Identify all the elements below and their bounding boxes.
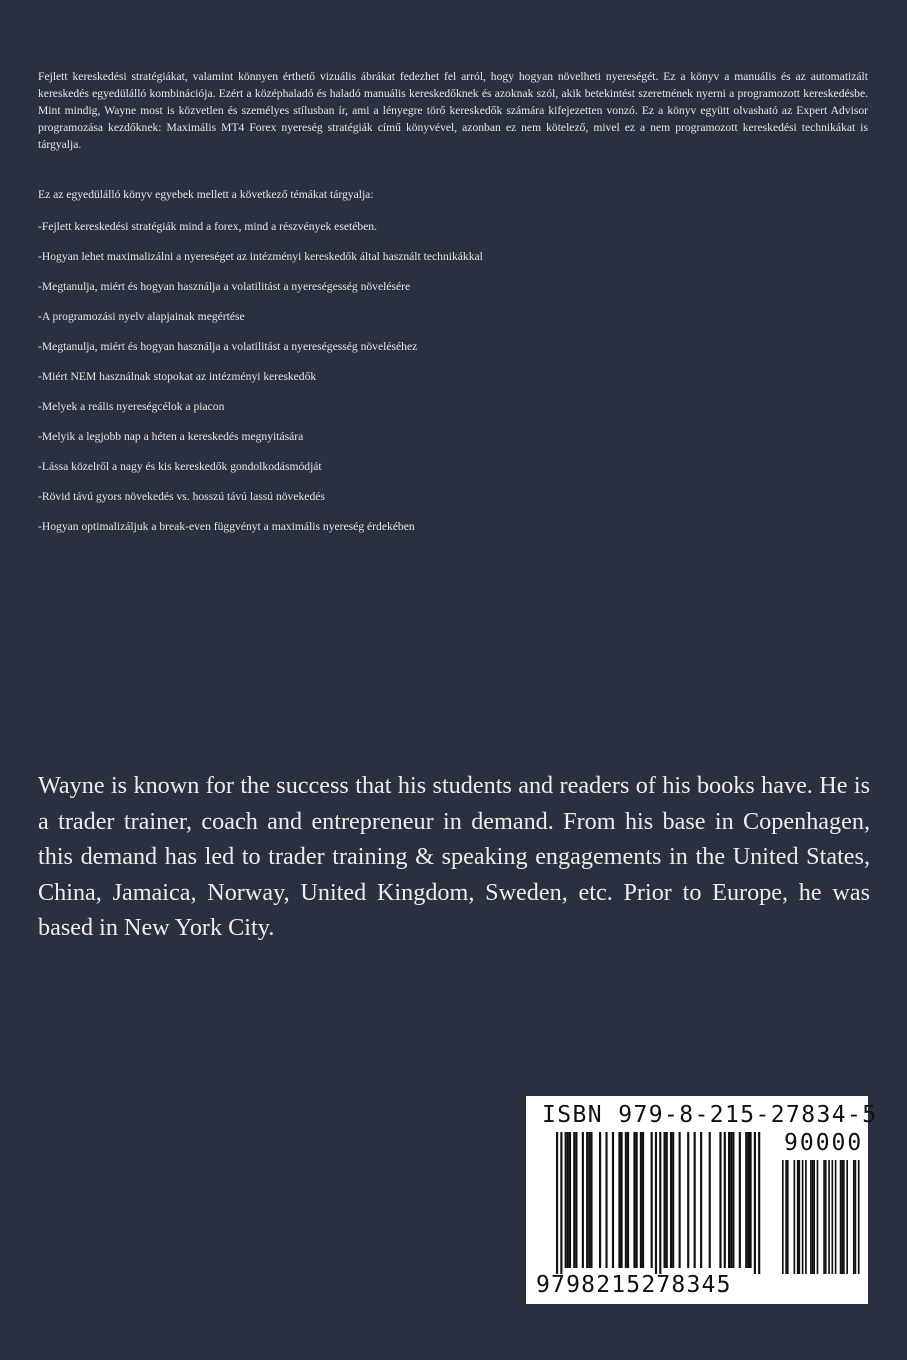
- topics-lead: Ez az egyedülálló könyv egyebek mellett a következő témákat tárgyalja:: [38, 188, 374, 201]
- addon-bar: [853, 1160, 855, 1274]
- topic-item: -Melyek a reális nyereségcélok a piacon: [38, 400, 225, 413]
- ean-bar: [758, 1132, 760, 1274]
- addon-digits: 90000: [784, 1130, 864, 1156]
- ean-bar: [694, 1132, 696, 1268]
- topic-item: -Miért NEM használnak stopokat az intézményi kereskedők: [38, 370, 317, 383]
- addon-bar: [858, 1160, 860, 1274]
- ean-bar: [719, 1132, 721, 1268]
- topic-item: -Melyik a legjobb nap a héten a kereskedés megnyitására: [38, 430, 304, 443]
- addon-bar: [855, 1160, 857, 1274]
- addon-bar: [843, 1160, 845, 1274]
- addon-bar: [823, 1160, 825, 1274]
- ean-bar: [569, 1132, 571, 1268]
- topic-item: -Rövid távú gyors növekedés vs. hosszú távú lassú növekedés: [38, 490, 325, 503]
- addon-bar: [812, 1160, 814, 1274]
- ean-bar: [754, 1132, 756, 1274]
- ean-bar: [560, 1132, 562, 1274]
- topic-item: -Megtanulja, miért és hogyan használja a volatilitást a nyereségesség növeléséhez: [38, 340, 418, 353]
- topic-item: -Fejlett kereskedési stratégiák mind a forex, mind a részvények esetében.: [38, 220, 377, 233]
- ean-bar: [664, 1132, 666, 1268]
- ean-bar: [556, 1132, 558, 1274]
- topic-item: -Megtanulja, miért és hogyan használja a volatilitást a nyereségesség növelésére: [38, 280, 411, 293]
- ean-bar: [599, 1132, 601, 1268]
- ean-bar: [709, 1132, 711, 1268]
- addon-bar: [846, 1160, 848, 1274]
- addon-bar: [832, 1160, 834, 1274]
- ean-bar: [724, 1132, 726, 1268]
- addon-bar: [794, 1160, 796, 1274]
- isbn-barcode-box: [526, 1096, 878, 1304]
- addon-bar: [802, 1160, 804, 1274]
- ean-bar: [651, 1132, 653, 1268]
- topic-item: -Lássa közelről a nagy és kis kereskedők gondolkodásmódját: [38, 460, 322, 473]
- ean-bar: [575, 1132, 577, 1268]
- addon-bar: [785, 1160, 787, 1274]
- ean-bar: [659, 1132, 661, 1274]
- addon-bar: [813, 1160, 815, 1274]
- ean-bar: [618, 1132, 620, 1268]
- ean-bar: [565, 1132, 567, 1268]
- intro-paragraph: Fejlett kereskedési stratégiákat, valamint könnyen érthető vizuális ábrákat fedezhet fel arról, hogy hogyan növelheti nyereségét. Ez a könyv a manuális és az automatizált kereskedés egyedülálló kombinációja. Ezért a középhaladó és haladó manuális kereskedőknek és azoknak szól, akik betekintést szeretnének nyerni a programozott kereskedésbe. Mint mindig, Wayne most is közvetlen és személyes stílusban ír, ami a lényegre törő kereskedők számára kifejezetten vonzó. Ez a könyv együtt olvasható az Expert Advisor programozása kezdőknek: Maximális MT4 Forex nyereség stratégiák című könyvével, azonban ez nem kötelező, mivel ez a nem programozott kereskedési technikákat is tárgyalja.: [38, 70, 868, 151]
- ean-bar: [739, 1132, 741, 1268]
- addon-bar: [787, 1160, 789, 1274]
- ean-bar: [640, 1132, 642, 1268]
- addon-bar: [841, 1160, 843, 1274]
- ean-bar: [747, 1132, 749, 1268]
- ean-bar: [586, 1132, 588, 1268]
- ean-bar: [582, 1132, 584, 1268]
- ean-bar: [750, 1132, 752, 1268]
- ean-bar: [728, 1132, 730, 1268]
- addon-bar: [828, 1160, 830, 1274]
- ean-bar: [730, 1132, 732, 1268]
- ean-bar: [655, 1132, 657, 1274]
- ean-digits: 9798215278345: [536, 1272, 732, 1298]
- ean-bar: [588, 1132, 590, 1268]
- author-bio: Wayne is known for the success that his students and readers of his books have. He is a trader trainer, coach and entrepreneur in demand. From his base in Copenhagen, this demand has led to trader training & speaking engagements in the United States, China, Jamaica, Norway, United Kingdom, Sweden, etc. Prior to Europe, he was based in New York City.: [38, 772, 870, 941]
- ean-bar: [687, 1132, 689, 1268]
- ean-bar: [573, 1132, 575, 1268]
- ean-bar: [625, 1132, 627, 1268]
- ean-bar: [679, 1132, 681, 1268]
- addon-bar: [835, 1160, 837, 1274]
- topics-list: [38, 218, 483, 548]
- addon-bar: [825, 1160, 827, 1274]
- addon-bar: [799, 1160, 801, 1274]
- ean-bar: [732, 1132, 734, 1268]
- isbn-label: ISBN 979-8-215-27834-5: [542, 1102, 878, 1128]
- ean-bar: [590, 1132, 592, 1268]
- addon-bar: [840, 1160, 842, 1274]
- addon-bar: [810, 1160, 812, 1274]
- addon-bar: [817, 1160, 819, 1274]
- ean-bar: [700, 1132, 702, 1268]
- ean-bar: [666, 1132, 668, 1268]
- ean-bar: [745, 1132, 747, 1268]
- ean-bar: [612, 1132, 614, 1268]
- ean-bar: [627, 1132, 629, 1268]
- ean-bar: [621, 1132, 623, 1268]
- ean-bar: [633, 1132, 635, 1268]
- topic-item: -A programozási nyelv alapjainak megértése: [38, 310, 245, 323]
- topic-item: -Hogyan optimalizáljuk a break-even függvényt a maximális nyereség érdekében: [38, 520, 415, 533]
- ean-bar: [672, 1132, 674, 1268]
- topic-item: -Hogyan lehet maximalizálni a nyereséget az intézményi kereskedők által használt technikákkal: [38, 250, 483, 263]
- addon-bar: [797, 1160, 799, 1274]
- ean-bar: [567, 1132, 569, 1268]
- ean-bar: [642, 1132, 644, 1268]
- ean-bar: [605, 1132, 607, 1268]
- addon-bar: [805, 1160, 807, 1274]
- ean-bar: [670, 1132, 672, 1268]
- addon-bar: [782, 1160, 784, 1274]
- ean-bar: [636, 1132, 638, 1268]
